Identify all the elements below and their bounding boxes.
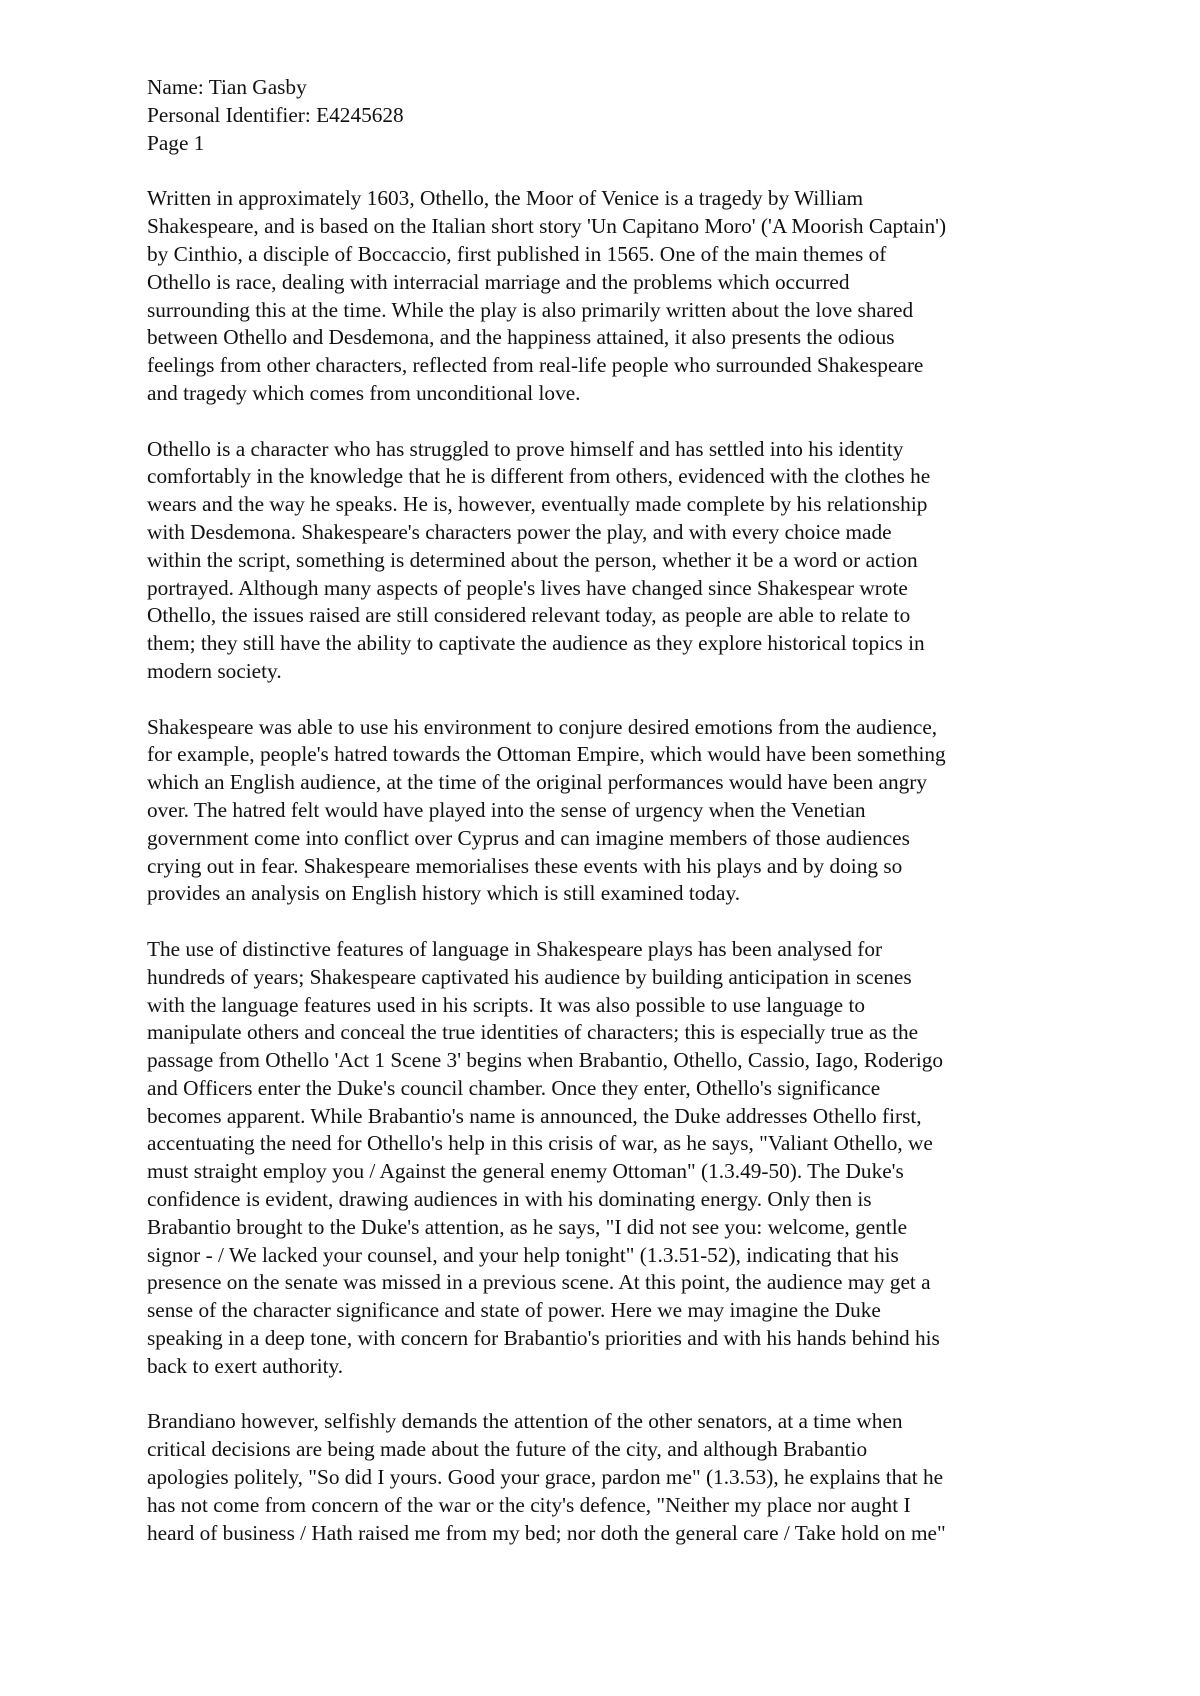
document-header: [147, 74, 1057, 157]
paragraph-line: apologies politely, "So did I yours. Good your grace, pardon me" (1.3.53), he explains that he: [147, 1465, 944, 1490]
paragraph-line: them; they still have the ability to captivate the audience as they explore historical topics in: [147, 631, 925, 656]
paragraph-line: accentuating the need for Othello's help in this crisis of war, as he says, "Valiant Othello, we: [147, 1131, 933, 1156]
paragraph-line: becomes apparent. While Brabantio's name is announced, the Duke addresses Othello first,: [147, 1103, 922, 1128]
paragraph-line: critical decisions are being made about the future of the city, and although Brabantio: [147, 1437, 868, 1462]
paragraph-line: between Othello and Desdemona, and the happiness attained, it also presents the odious: [147, 325, 895, 350]
paragraph-line: feelings from other characters, reflected from real-life people who surrounded Shakespeare: [147, 353, 924, 378]
paragraph-line: confidence is evident, drawing audiences in with his dominating energy. Only then is: [147, 1187, 872, 1212]
paragraph-line: surrounding this at the time. While the play is also primarily written about the love shared: [147, 297, 914, 322]
paragraph-line: and Officers enter the Duke's council chamber. Once they enter, Othello's significance: [147, 1075, 881, 1100]
essay-body: [147, 185, 1057, 1547]
paragraph-line: Othello is race, dealing with interracial marriage and the problems which occurred: [147, 269, 850, 294]
paragraph-line: which an English audience, at the time of the original performances would have been angry: [147, 770, 928, 795]
paragraph-line: sense of the character significance and state of power. Here we may imagine the Duke: [147, 1298, 881, 1323]
paragraph-line: with the language features used in his scripts. It was also possible to use language to: [147, 992, 866, 1017]
paragraph-line: Shakespeare was able to use his environment to conjure desired emotions from the audience,: [147, 714, 938, 739]
paragraph-line: portrayed. Although many aspects of people's lives have changed since Shakespear wrote: [147, 575, 908, 600]
paragraph-line: Written in approximately 1603, Othello, the Moor of Venice is a tragedy by William: [147, 186, 864, 211]
paragraph-line: modern society.: [147, 658, 282, 683]
paragraph-line: must straight employ you / Against the general enemy Ottoman" (1.3.49-50). The Duke's: [147, 1159, 904, 1184]
essay-paragraph: [147, 185, 1057, 407]
paragraph-line: presence on the senate was missed in a previous scene. At this point, the audience may get a: [147, 1270, 931, 1295]
paragraph-line: with Desdemona. Shakespeare's characters power the play, and with every choice made: [147, 519, 892, 544]
essay-paragraph: [147, 714, 1057, 909]
paragraph-line: and tragedy which comes from unconditional love.: [147, 380, 581, 405]
paragraph-line: heard of business / Hath raised me from my bed; nor doth the general care / Take hold on me": [147, 1520, 946, 1545]
paragraph-line: Brabantio brought to the Duke's attention, as he says, "I did not see you: welcome, gentle: [147, 1214, 908, 1239]
paragraph-line: signor - / We lacked your counsel, and your help tonight" (1.3.51-52), indicating that his: [147, 1242, 899, 1267]
paragraph-line: speaking in a deep tone, with concern for Brabantio's priorities and with his hands behind his: [147, 1326, 940, 1351]
paragraph-line: for example, people's hatred towards the Ottoman Empire, which would have been something: [147, 742, 946, 767]
paragraph-line: The use of distinctive features of language in Shakespeare plays has been analysed for: [147, 936, 883, 961]
paragraph-line: Othello, the issues raised are still considered relevant today, as people are able to relate to: [147, 603, 911, 628]
page-number: Page 1: [147, 130, 205, 155]
paragraph-line: by Cinthio, a disciple of Boccaccio, first published in 1565. One of the main themes of: [147, 241, 887, 266]
essay-paragraph: [147, 1408, 1057, 1547]
essay-paragraph: [147, 936, 1057, 1381]
paragraph-line: manipulate others and conceal the true identities of characters; this is especially true as the: [147, 1020, 919, 1045]
paragraph-line: back to exert authority.: [147, 1353, 344, 1378]
paragraph-line: crying out in fear. Shakespeare memorialises these events with his plays and by doing so: [147, 853, 903, 878]
paragraph-line: within the script, something is determined about the person, whether it be a word or action: [147, 547, 918, 572]
paragraph-line: wears and the way he speaks. He is, however, eventually made complete by his relationship: [147, 492, 928, 517]
personal-identifier: Personal Identifier: E4245628: [147, 102, 404, 127]
paragraph-line: hundreds of years; Shakespeare captivated his audience by building anticipation in scenes: [147, 964, 912, 989]
paragraph-line: provides an analysis on English history which is still examined today.: [147, 881, 741, 906]
paragraph-line: comfortably in the knowledge that he is different from others, evidenced with the clothes he: [147, 464, 931, 489]
paragraph-line: Othello is a character who has struggled to prove himself and has settled into his identity: [147, 436, 904, 461]
paragraph-line: Shakespeare, and is based on the Italian short story 'Un Capitano Moro' ('A Moorish Captain'): [147, 214, 947, 239]
paragraph-line: passage from Othello 'Act 1 Scene 3' begins when Brabantio, Othello, Cassio, Iago, Roderigo: [147, 1048, 944, 1073]
document-page: [147, 74, 1057, 1575]
essay-paragraph: [147, 436, 1057, 686]
paragraph-line: government come into conflict over Cyprus and can imagine members of those audiences: [147, 825, 910, 850]
paragraph-line: has not come from concern of the war or the city's defence, "Neither my place nor aught I: [147, 1492, 911, 1517]
paragraph-line: Brandiano however, selfishly demands the attention of the other senators, at a time when: [147, 1409, 903, 1434]
paragraph-line: over. The hatred felt would have played into the sense of urgency when the Venetian: [147, 797, 866, 822]
author-name: Name: Tian Gasby: [147, 75, 307, 99]
